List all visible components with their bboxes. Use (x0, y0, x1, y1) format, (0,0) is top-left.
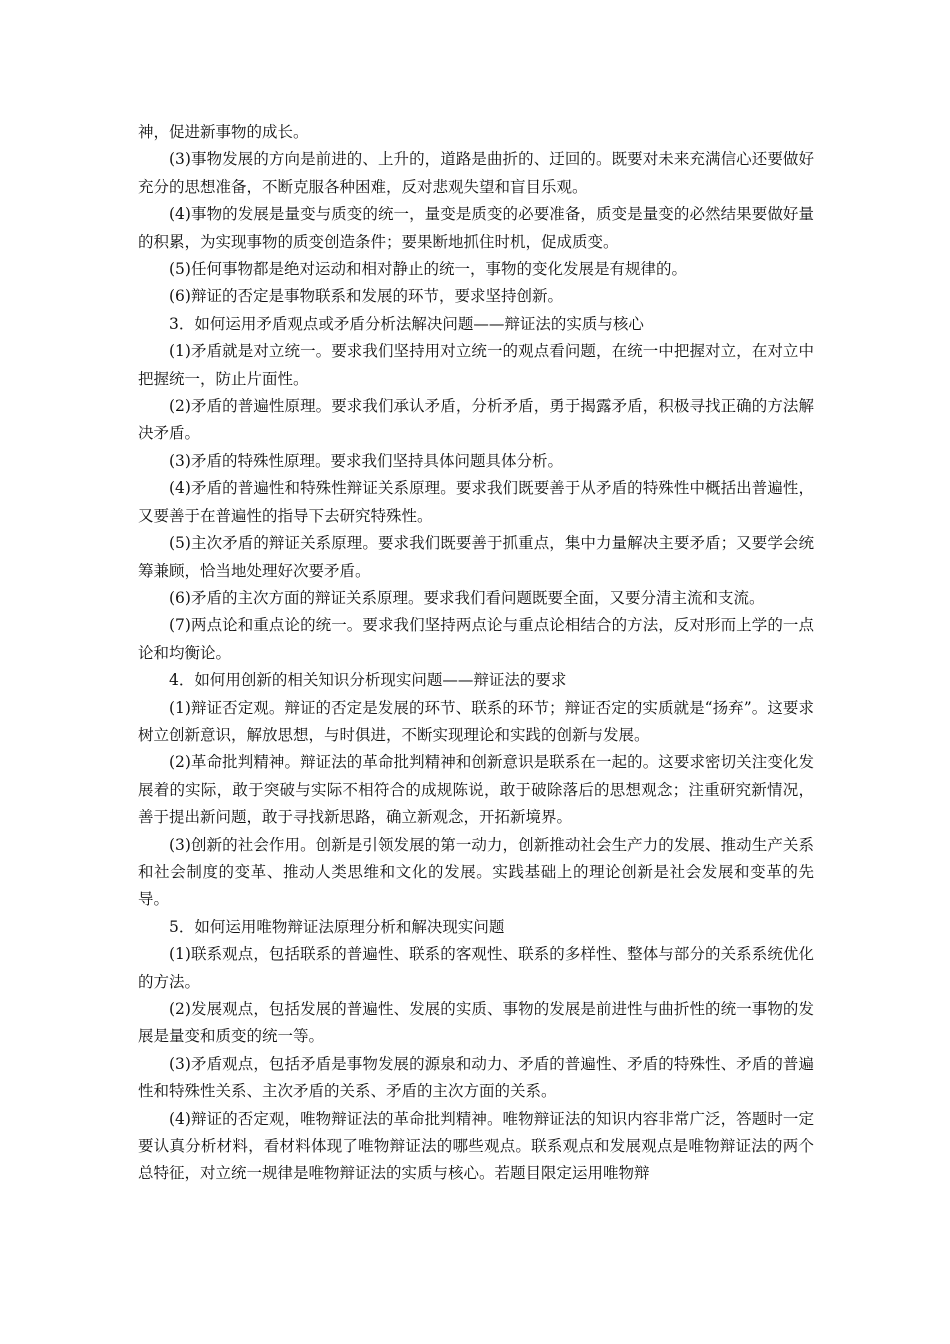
paragraph: (2)革命批判精神。辩证法的革命批判精神和创新意识是联系在一起的。这要求密切关注变化发展着的实际，敢于突破与实际不相符合的成规陈说，敢于破除落后的思想观念；注重研究新情况，善于提出新问题，敢于寻找新思路，确立新观念，开拓新境界。 (138, 753, 814, 827)
paragraph: (3)事物发展的方向是前进的、上升的，道路是曲折的、迂回的。既要对未来充满信心还要做好充分的思想准备，不断克服各种困难，反对悲观失望和盲目乐观。 (138, 150, 814, 196)
paragraph: (6)辩证的否定是事物联系和发展的环节，要求坚持创新。 (169, 287, 563, 306)
paragraph: (4)事物的发展是量变与质变的统一，量变是质变的必要准备，质变是量变的必然结果要做好量的积累，为实现事物的质变创造条件；要果断地抓住时机，促成质变。 (138, 205, 814, 251)
paragraph: (2)发展观点，包括发展的普遍性、发展的实质、事物的发展是前进性与曲折性的统一事物的发展是量变和质变的统一等。 (138, 1000, 814, 1046)
paragraph: (3)矛盾观点，包括矛盾是事物发展的源泉和动力、矛盾的普遍性、矛盾的特殊性、矛盾的普遍性和特殊性关系、主次矛盾的关系、矛盾的主次方面的关系。 (138, 1054, 814, 1101)
paragraph: (1)辩证否定观。辩证的否定是发展的环节、联系的环节；辩证否定的实质就是“扬弃”。这要求树立创新意识，解放思想，与时俱进，不断实现理论和实践的创新与发展。 (138, 698, 814, 744)
paragraph: (3)矛盾的特殊性原理。要求我们坚持具体问题具体分析。 (169, 451, 563, 470)
paragraph-continuation: 神，促进新事物的成长。 (138, 123, 309, 141)
section-heading: 5．如何运用唯物辩证法原理分析和解决现实问题 (169, 917, 505, 936)
paragraph: (5)主次矛盾的辩证关系原理。要求我们既要善于抓重点，集中力量解决主要矛盾；又要学会统筹兼顾，恰当地处理好次要矛盾。 (138, 534, 814, 580)
paragraph: (5)任何事物都是绝对运动和相对静止的统一，事物的变化发展是有规律的。 (169, 260, 687, 279)
section-heading: 4．如何用创新的相关知识分析现实问题——辩证法的要求 (169, 671, 567, 690)
paragraph: (7)两点论和重点论的统一。要求我们坚持两点论与重点论相结合的方法，反对形而上学的一点论和均衡论。 (138, 616, 814, 662)
paragraph: (3)创新的社会作用。创新是引领发展的第一动力，创新推动社会生产力的发展、推动生产关系和社会制度的变革、推动人类思维和文化的发展。实践基础上的理论创新是社会发展和变革的先导。 (138, 835, 814, 909)
paragraph: (1)矛盾就是对立统一。要求我们坚持用对立统一的观点看问题，在统一中把握对立，在对立中把握统一，防止片面性。 (138, 342, 814, 388)
section-heading: 3．如何运用矛盾观点或矛盾分析法解决问题——辩证法的实质与核心 (169, 314, 644, 333)
paragraph: (6)矛盾的主次方面的辩证关系原理。要求我们看问题既要全面，又要分清主流和支流。 (169, 588, 765, 607)
document-page (138, 119, 814, 1188)
paragraph: (4)矛盾的普遍性和特殊性辩证关系原理。要求我们既要善于从矛盾的特殊性中概括出普遍性，又要善于在普遍性的指导下去研究特殊性。 (138, 479, 814, 525)
paragraph: (1)联系观点，包括联系的普遍性、联系的客观性、联系的多样性、整体与部分的关系系统优化的方法。 (138, 945, 814, 991)
paragraph: (2)矛盾的普遍性原理。要求我们承认矛盾，分析矛盾，勇于揭露矛盾，积极寻找正确的方法解决矛盾。 (138, 397, 814, 443)
paragraph: (4)辩证的否定观，唯物辩证法的革命批判精神。唯物辩证法的知识内容非常广泛，答题时一定要认真分析材料，看材料体现了唯物辩证法的哪些观点。联系观点和发展观点是唯物辩证法的两个总特征，对立统一规律是唯物辩证法的实质与核心。若题目限定运用唯物辩 (138, 1109, 814, 1183)
